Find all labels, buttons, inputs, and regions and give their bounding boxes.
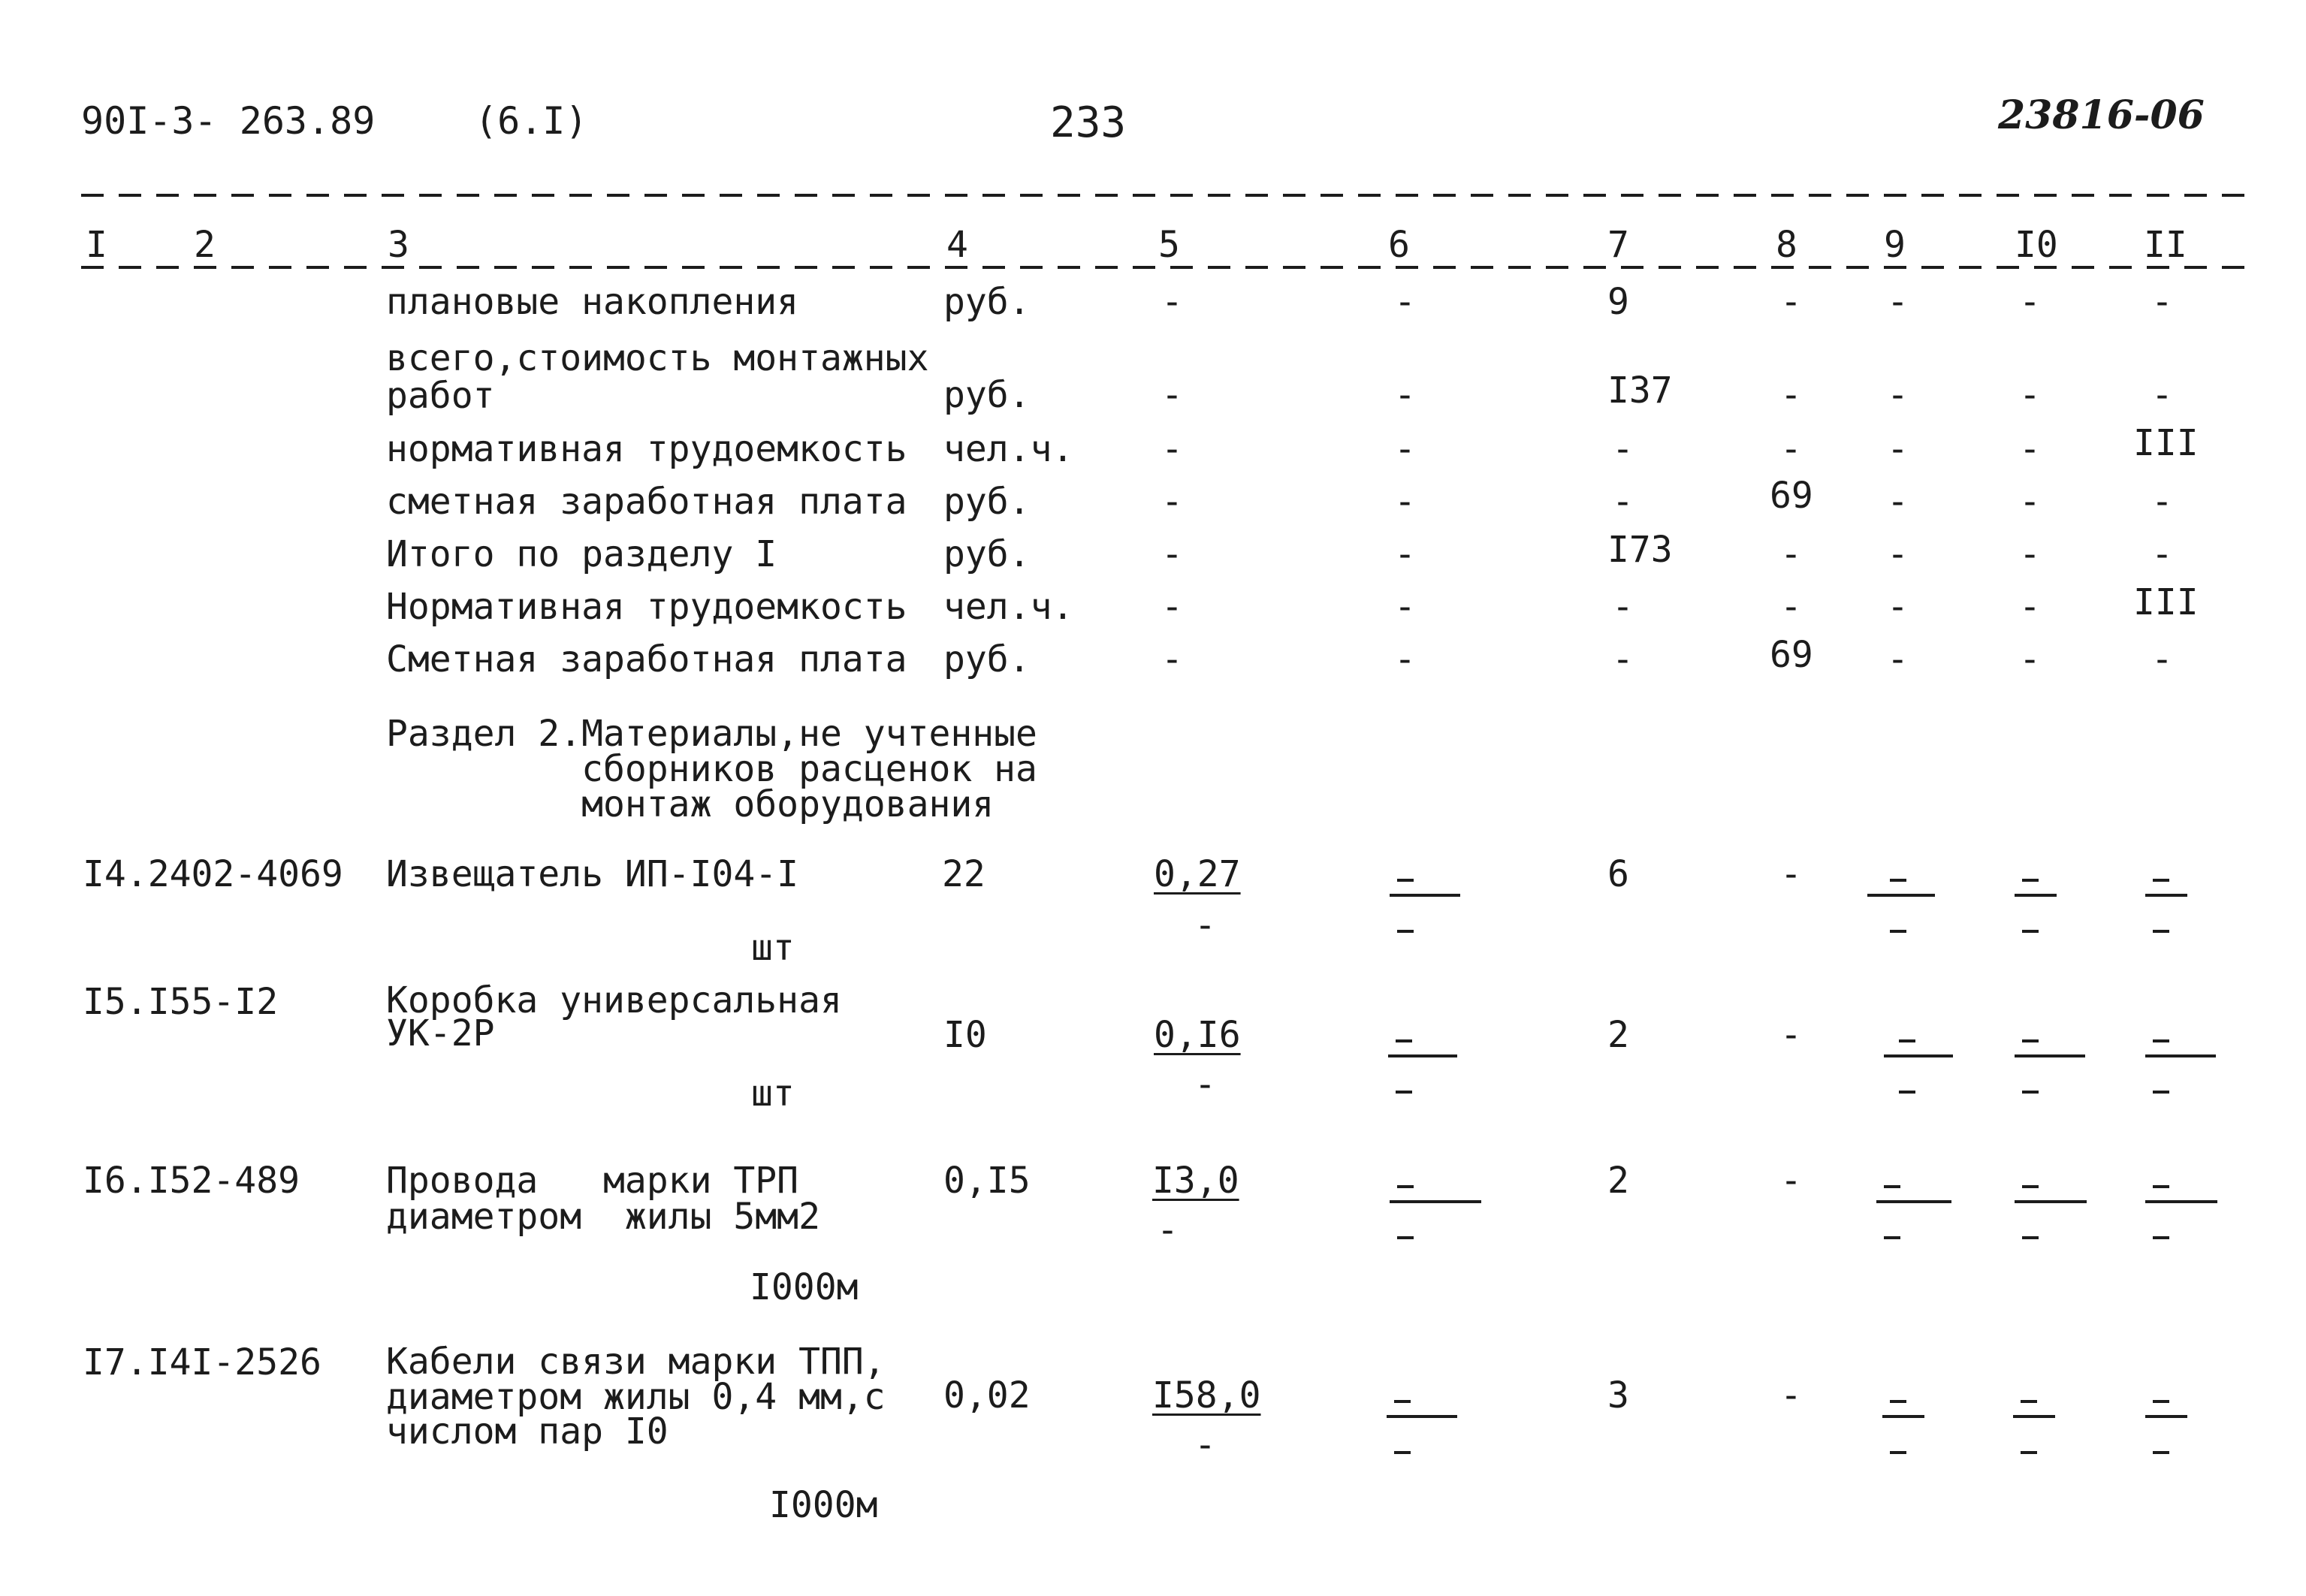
- cell-col8: 69: [1770, 475, 1813, 517]
- cell-col8: -: [1780, 1160, 1802, 1202]
- fraction-numerator-dash: [2153, 879, 2169, 882]
- column-number: 3: [388, 224, 409, 266]
- column-number: I: [86, 224, 107, 266]
- cell-col7: -: [1612, 481, 1634, 523]
- fraction-numerator-dash: [2153, 1185, 2169, 1188]
- cell-col7: -: [1612, 586, 1634, 628]
- fraction-numerator-dash: [2022, 1185, 2039, 1188]
- column-number: I0: [2015, 224, 2058, 266]
- cell-col7: 3: [1607, 1374, 1629, 1416]
- fraction-bar: [2015, 1200, 2087, 1203]
- fraction-denominator-dash: [1394, 1451, 1411, 1454]
- column-number: 4: [946, 224, 968, 266]
- cell-col10: -: [2019, 281, 2041, 323]
- row-unit: руб.: [943, 481, 1031, 523]
- section-heading: Раздел 2.Материалы,не учтенные сборников расценок на монтаж оборудования: [386, 713, 1037, 826]
- cell-col5: -: [1161, 533, 1183, 575]
- price-denominator: -: [1157, 1209, 1179, 1251]
- item-unit: шт: [751, 927, 795, 969]
- cell-col6: -: [1394, 481, 1416, 523]
- item-code: I7.I4I-2526: [83, 1341, 321, 1383]
- fraction-denominator-dash: [2153, 1451, 2169, 1454]
- fraction-numerator-dash: [1884, 1185, 1900, 1188]
- cell-col6: -: [1394, 638, 1416, 680]
- fraction-denominator-dash: [2022, 930, 2039, 933]
- item-unit: I000м: [750, 1266, 859, 1308]
- item-code: I4.2402-4069: [83, 853, 343, 895]
- item-name: Кабели связи марки ТПП, диаметром жилы 0,4 мм,с числом пар I0: [386, 1341, 886, 1453]
- cell-col11: III: [2133, 581, 2199, 623]
- cell-col8: -: [1780, 1374, 1802, 1416]
- cell-col8: -: [1780, 533, 1802, 575]
- fraction-bar: [2013, 1415, 2055, 1418]
- header-bottom-rule: [81, 266, 2244, 269]
- cell-col6: -: [1394, 281, 1416, 323]
- cell-col10: -: [2019, 586, 2041, 628]
- fraction-bar: [2145, 894, 2187, 897]
- fraction-numerator-dash: [1394, 1400, 1411, 1403]
- fraction-bar: [1884, 1054, 1953, 1057]
- row-unit: руб.: [943, 638, 1031, 680]
- cell-col6: -: [1394, 533, 1416, 575]
- cell-col10: -: [2019, 638, 2041, 680]
- cell-col5: -: [1161, 586, 1183, 628]
- fraction-numerator-dash: [1890, 879, 1906, 882]
- fraction-denominator-dash: [2153, 930, 2169, 933]
- item-quantity: 22: [942, 853, 985, 895]
- item-quantity: I0: [943, 1014, 987, 1056]
- item-price: 0,I6: [1154, 1014, 1241, 1056]
- fraction-bar: [2015, 894, 2057, 897]
- column-number: 8: [1776, 224, 1797, 266]
- item-price: I3,0: [1152, 1160, 1239, 1202]
- fraction-numerator-dash: [2022, 879, 2039, 882]
- row-unit: чел.ч.: [943, 428, 1074, 470]
- cell-col7: 6: [1607, 853, 1629, 895]
- cell-col7: 2: [1607, 1160, 1629, 1202]
- column-number: II: [2144, 224, 2187, 266]
- cell-col9: -: [1887, 533, 1909, 575]
- fraction-denominator-dash: [1397, 930, 1414, 933]
- item-name: Провода марки ТРП диаметром жилы 5мм2: [386, 1160, 820, 1238]
- cell-col6: -: [1394, 374, 1416, 416]
- cell-col11: III: [2133, 422, 2199, 464]
- item-unit: I000м: [769, 1484, 878, 1526]
- cell-col7: 9: [1607, 281, 1629, 323]
- price-denominator: -: [1194, 1424, 1216, 1466]
- fraction-denominator-dash: [1397, 1236, 1414, 1239]
- handwritten-document-number: 23816-06: [1998, 92, 2205, 138]
- document-code: 90I-3- 263.89: [81, 99, 376, 143]
- row-name: Итого по разделу I: [386, 533, 777, 575]
- cell-col11: -: [2151, 481, 2173, 523]
- cell-col11: -: [2151, 533, 2173, 575]
- column-number: 7: [1607, 224, 1629, 266]
- cell-col8: 69: [1770, 634, 1813, 676]
- item-price: 0,27: [1154, 853, 1241, 895]
- row-unit: руб.: [943, 374, 1031, 416]
- cell-col5: -: [1161, 281, 1183, 323]
- item-price: I58,0: [1152, 1374, 1261, 1416]
- item-unit: шт: [751, 1073, 795, 1115]
- section-reference: (6.I): [475, 99, 588, 143]
- cell-col9: -: [1887, 638, 1909, 680]
- item-code: I6.I52-489: [83, 1160, 300, 1202]
- cell-col9: -: [1887, 374, 1909, 416]
- column-number: 5: [1158, 224, 1180, 266]
- row-unit: чел.ч.: [943, 586, 1074, 628]
- fraction-bar: [1387, 1415, 1457, 1418]
- fraction-denominator-dash: [1890, 1451, 1906, 1454]
- fraction-numerator-dash: [2022, 1039, 2039, 1042]
- page-number: 233: [1050, 98, 1127, 147]
- fraction-denominator-dash: [2022, 1091, 2039, 1094]
- fraction-bar: [1867, 894, 1935, 897]
- row-name: всего,стоимость монтажных работ: [386, 337, 929, 418]
- item-name: Извещатель ИП-I04-I: [386, 853, 799, 895]
- price-denominator: -: [1194, 1063, 1216, 1106]
- item-name: Коробка универсальная УК-2Р: [386, 979, 842, 1055]
- fraction-bar: [1390, 1200, 1481, 1203]
- fraction-denominator-dash: [1396, 1091, 1412, 1094]
- fraction-bar: [2145, 1415, 2187, 1418]
- fraction-numerator-dash: [1899, 1039, 1915, 1042]
- fraction-denominator-dash: [2153, 1091, 2169, 1094]
- cell-col10: -: [2019, 533, 2041, 575]
- cell-col6: -: [1394, 586, 1416, 628]
- cell-col11: -: [2151, 638, 2173, 680]
- cell-col10: -: [2019, 428, 2041, 470]
- cell-col7: -: [1612, 428, 1634, 470]
- fraction-bar: [2145, 1054, 2216, 1057]
- item-quantity: 0,02: [943, 1374, 1031, 1416]
- cell-col5: -: [1161, 638, 1183, 680]
- header-top-rule: [81, 194, 2244, 197]
- cell-col8: -: [1780, 586, 1802, 628]
- fraction-numerator-dash: [1890, 1400, 1906, 1403]
- row-name: нормативная трудоемкость: [386, 428, 907, 470]
- row-unit: руб.: [943, 533, 1031, 575]
- fraction-bar: [1390, 894, 1460, 897]
- cell-col9: -: [1887, 281, 1909, 323]
- cell-col10: -: [2019, 374, 2041, 416]
- fraction-denominator-dash: [2022, 1236, 2039, 1239]
- row-name: Нормативная трудоемкость: [386, 586, 907, 628]
- cell-col8: -: [1780, 428, 1802, 470]
- row-unit: руб.: [943, 281, 1031, 323]
- fraction-bar: [1876, 1200, 1951, 1203]
- fraction-numerator-dash: [1397, 1185, 1414, 1188]
- fraction-denominator-dash: [1890, 930, 1906, 933]
- price-denominator: -: [1194, 904, 1216, 946]
- cell-col5: -: [1161, 481, 1183, 523]
- cell-col8: -: [1780, 853, 1802, 895]
- cell-col8: -: [1780, 281, 1802, 323]
- cell-col9: -: [1887, 586, 1909, 628]
- item-quantity: 0,I5: [943, 1160, 1031, 1202]
- fraction-bar: [2145, 1200, 2217, 1203]
- cell-col10: -: [2019, 481, 2041, 523]
- fraction-denominator-dash: [2153, 1236, 2169, 1239]
- item-code: I5.I55-I2: [83, 981, 279, 1023]
- column-number: 6: [1388, 224, 1410, 266]
- fraction-denominator-dash: [1884, 1236, 1900, 1239]
- cell-col7: 2: [1607, 1014, 1629, 1056]
- fraction-numerator-dash: [2021, 1400, 2037, 1403]
- fraction-denominator-dash: [1899, 1091, 1915, 1094]
- column-number: 9: [1884, 224, 1906, 266]
- row-name: плановые накопления: [386, 281, 799, 323]
- column-number: 2: [194, 224, 216, 266]
- cell-col9: -: [1887, 481, 1909, 523]
- cell-col11: -: [2151, 374, 2173, 416]
- cell-col9: -: [1887, 428, 1909, 470]
- fraction-bar: [1882, 1415, 1924, 1418]
- fraction-numerator-dash: [2153, 1400, 2169, 1403]
- cell-col8: -: [1780, 1014, 1802, 1056]
- fraction-bar: [2015, 1054, 2085, 1057]
- cell-col6: -: [1394, 428, 1416, 470]
- cell-col7: I73: [1607, 529, 1673, 571]
- cell-col5: -: [1161, 428, 1183, 470]
- fraction-numerator-dash: [1396, 1039, 1412, 1042]
- row-name: сметная заработная плата: [386, 481, 907, 523]
- cell-col5: -: [1161, 374, 1183, 416]
- row-name: Сметная заработная плата: [386, 638, 907, 680]
- fraction-numerator-dash: [2153, 1039, 2169, 1042]
- fraction-bar: [1388, 1054, 1457, 1057]
- cell-col7: I37: [1607, 370, 1673, 412]
- fraction-numerator-dash: [1397, 879, 1414, 882]
- fraction-denominator-dash: [2021, 1451, 2037, 1454]
- cell-col11: -: [2151, 281, 2173, 323]
- cell-col7: -: [1612, 638, 1634, 680]
- cell-col8: -: [1780, 374, 1802, 416]
